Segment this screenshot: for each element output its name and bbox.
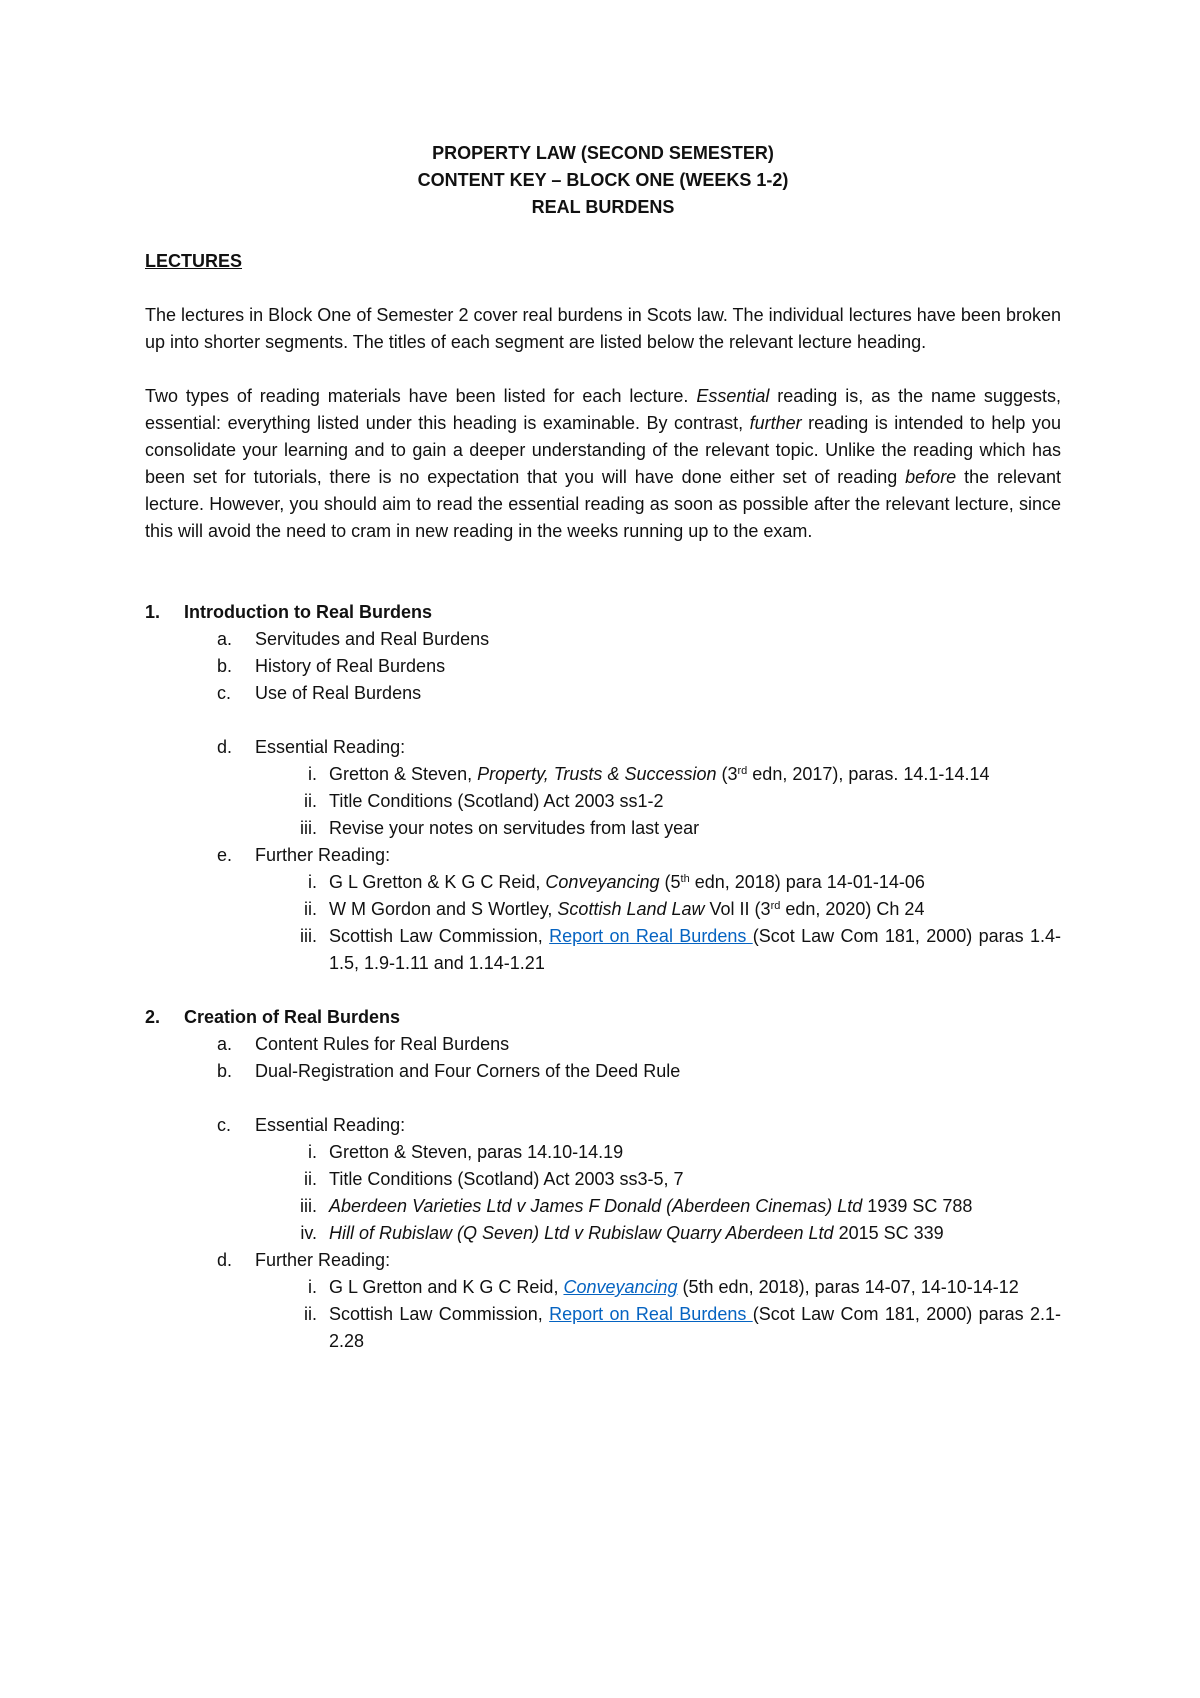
reading-item: iii. Revise your notes on servitudes from last year xyxy=(300,818,700,838)
report-on-real-burdens-link[interactable]: Report on Real Burdens xyxy=(549,926,753,946)
reading-item: i. G L Gretton and K G C Reid, Conveyancing (5th edn, 2018), paras 14-07, 14-10-14-12 xyxy=(308,1277,1019,1297)
section-1-heading: 1. Introduction to Real Burdens xyxy=(145,602,433,622)
reading-item: ii. Scottish Law Commission, Report on Real Burdens (Scot Law Com 181, 2000) paras 2.1-2.28 xyxy=(304,1304,1062,1351)
section-2-heading: 2. Creation of Real Burdens xyxy=(145,1007,401,1027)
section-1 xyxy=(145,599,1061,977)
list-item: b. Dual-Registration and Four Corners of the Deed Rule xyxy=(217,1061,681,1081)
reading-item: ii. Title Conditions (Scotland) Act 2003 ss3-5, 7 xyxy=(304,1169,684,1189)
doc-title-line2: CONTENT KEY – BLOCK ONE (WEEKS 1-2) xyxy=(417,170,789,190)
intro-paragraph-2: Two types of reading materials have been listed for each lecture. Essential reading is, as the name suggests, essential: everything listed under this heading is examinable. By contrast, further reading is intended to help you consolidate your learning and to gain a deeper understanding of the relevant topic. Unlike the reading which has been set for tutorials, there is no expectation that you will have done either set of reading before the relevant lecture. However, you should aim to read the essential reading as soon as possible after the relevant lecture, since this will avoid the need to cram in new reading in the weeks running up to the exam. xyxy=(145,386,1061,541)
list-item: b. History of Real Burdens xyxy=(217,656,446,676)
reading-item: i. Gretton & Steven, paras 14.10-14.19 xyxy=(308,1142,624,1162)
essential-reading-label: d. Essential Reading: xyxy=(217,737,406,757)
document-page xyxy=(145,140,1061,1355)
reading-item: i. G L Gretton & K G C Reid, Conveyancing (5th edn, 2018) para 14-01-14-06 xyxy=(308,872,925,892)
conveyancing-link[interactable]: Conveyancing xyxy=(563,1277,678,1297)
reading-item: iv. Hill of Rubislaw (Q Seven) Ltd v Rubislaw Quarry Aberdeen Ltd 2015 SC 339 xyxy=(300,1223,944,1243)
report-on-real-burdens-link[interactable]: Report on Real Burdens xyxy=(549,1304,753,1324)
reading-item: ii. W M Gordon and S Wortley, Scottish Land Law Vol II (3rd edn, 2020) Ch 24 xyxy=(304,899,925,919)
list-item: c. Use of Real Burdens xyxy=(217,683,422,703)
doc-title-line3: REAL BURDENS xyxy=(531,197,675,217)
further-reading-label: e. Further Reading: xyxy=(217,845,391,865)
reading-item: ii. Title Conditions (Scotland) Act 2003 ss1-2 xyxy=(304,791,664,811)
further-reading-label: d. Further Reading: xyxy=(217,1250,391,1270)
intro-paragraph-1: The lectures in Block One of Semester 2 cover real burdens in Scots law. The individual lectures have been broken up into shorter segments. The titles of each segment are listed below the relevant lecture heading. xyxy=(145,305,1061,352)
lectures-heading: LECTURES xyxy=(145,251,243,271)
list-item: a. Servitudes and Real Burdens xyxy=(217,629,490,649)
reading-item: iii. Scottish Law Commission, Report on Real Burdens (Scot Law Com 181, 2000) paras 1.4-1.5, 1.9-1.11 and 1.14-1.21 xyxy=(300,926,1062,973)
reading-item: i. Gretton & Steven, Property, Trusts & Succession (3rd edn, 2017), paras. 14.1-14.14 xyxy=(308,764,990,784)
section-2 xyxy=(145,1004,1061,1355)
reading-item: iii. Aberdeen Varieties Ltd v James F Donald (Aberdeen Cinemas) Ltd 1939 SC 788 xyxy=(300,1196,973,1216)
doc-title-line1: PROPERTY LAW (SECOND SEMESTER) xyxy=(432,143,774,163)
essential-reading-label: c. Essential Reading: xyxy=(217,1115,406,1135)
list-item: a. Content Rules for Real Burdens xyxy=(217,1034,510,1054)
